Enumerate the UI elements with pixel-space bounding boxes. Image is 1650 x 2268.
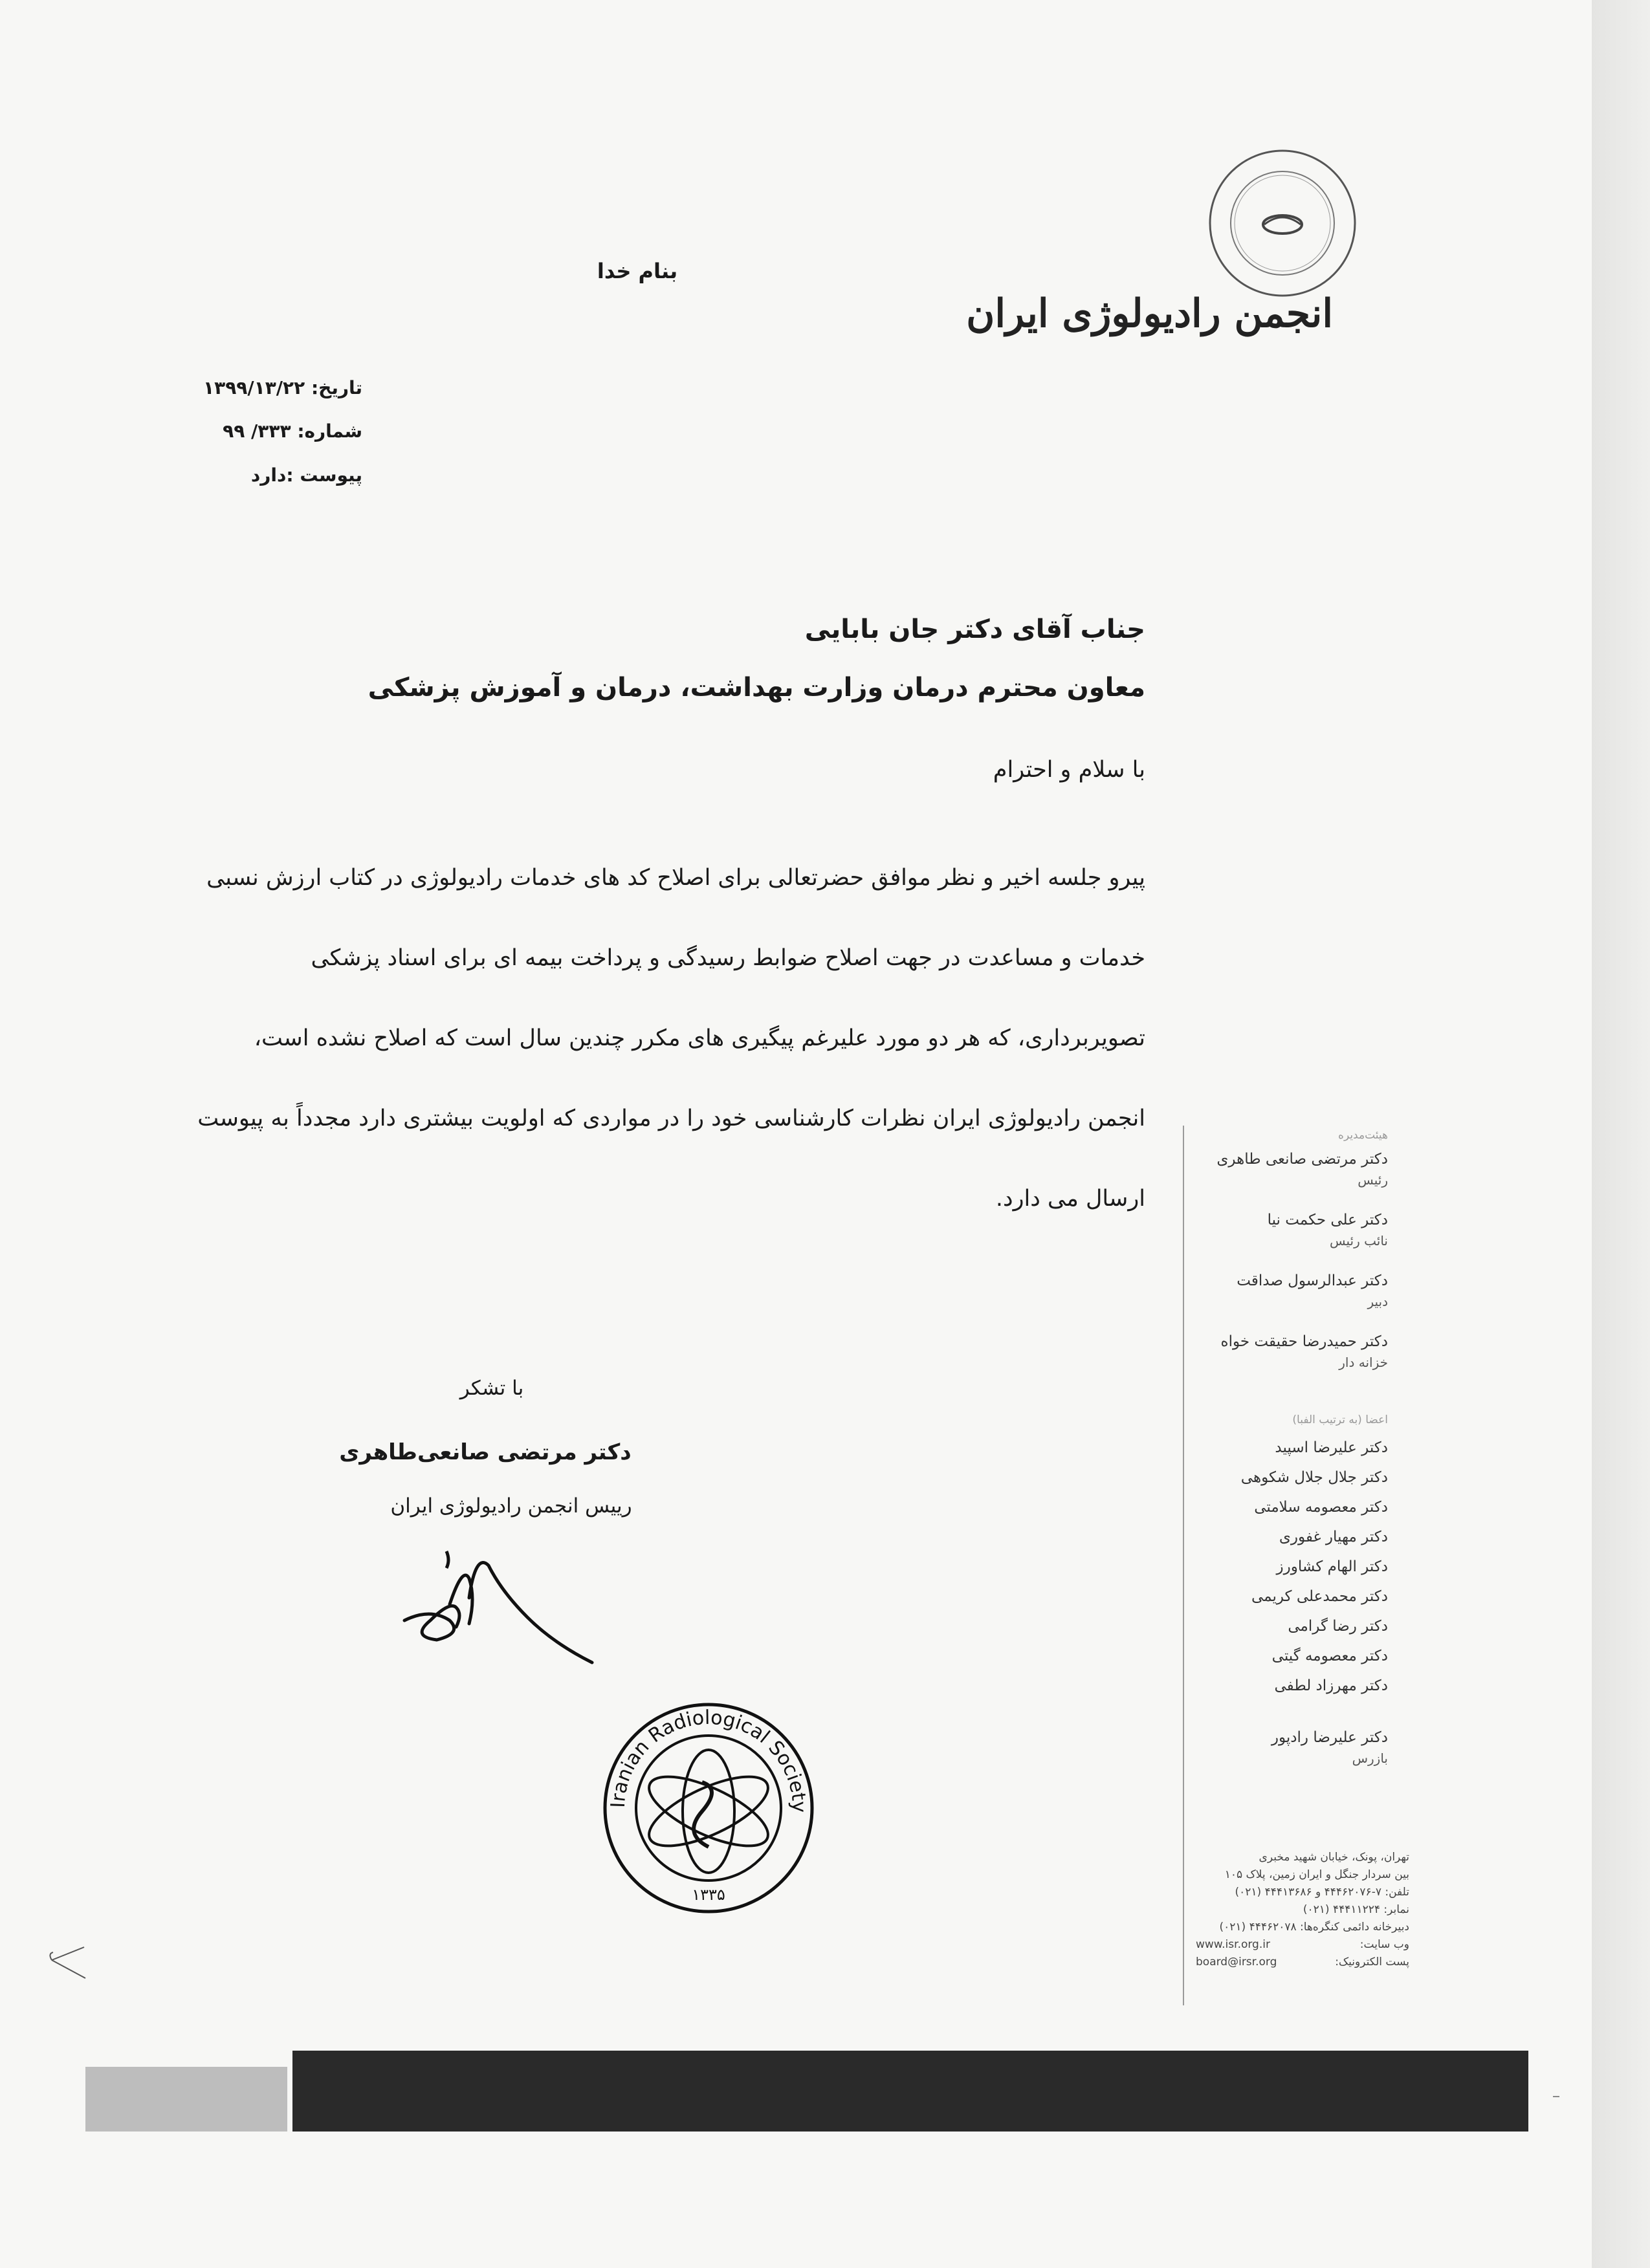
board-member-role: دبیر [1367, 1294, 1388, 1309]
website-label: وب سایت: [1359, 1938, 1409, 1951]
email-label: پست الکترونیک: [1335, 1956, 1409, 1968]
address-line: بین سردار جنگل و ایران زمین، پلاک ۱۰۵ [1224, 1868, 1409, 1881]
scan-edge [1592, 0, 1650, 2268]
member-name: دکتر الهام کشاورز [1276, 1558, 1388, 1575]
contact-info [1196, 1849, 1409, 1971]
board-of-directors [1116, 1129, 1388, 1391]
board-member-name: دکتر علی حکمت نیا [1267, 1212, 1388, 1228]
inspector-name: دکتر علیرضا رادپور [1271, 1729, 1388, 1746]
members-heading: اعضا (به ترتیب الفبا) [1292, 1413, 1388, 1426]
board-member-name: دکتر حمیدرضا حقیقت خواه [1220, 1333, 1388, 1350]
recipient-title: معاون محترم درمان وزارت بهداشت، درمان و آموزش پزشکی [368, 673, 1145, 703]
official-stamp [599, 1698, 819, 1918]
board-member-role: رئیس [1358, 1172, 1388, 1188]
fold-mark [45, 1941, 97, 1986]
footer-bar-dark [292, 2051, 1528, 2132]
phone: تلفن: ۷-۴۴۴۶۲۰۷۶ و ۴۴۴۱۳۶۸۶ (۰۲۱) [1235, 1886, 1409, 1899]
member-name: دکتر علیرضا اسپید [1275, 1439, 1388, 1456]
member-name: دکتر مهیار غفوری [1279, 1529, 1388, 1545]
congress-secretariat: دبیرخانه دائمی کنگره‌ها: ۴۴۴۶۲۰۷۸ (۰۲۱) [1219, 1921, 1409, 1934]
closing-thanks: با تشکر [459, 1377, 524, 1400]
signer-name: دکتر مرتضی صانعی‌طاهری [339, 1439, 632, 1465]
body-line: پیرو جلسه اخیر و نظر موافق حضرتعالی برای اصلاح کد های خدمات رادیولوژی در کتاب ارزش نسبی [206, 865, 1145, 891]
email-link[interactable]: board@irsr.org [1196, 1956, 1277, 1968]
fax: نمابر: ۴۴۴۱۱۲۲۴ (۰۲۱) [1303, 1903, 1409, 1916]
greeting: با سلام و احترام [993, 757, 1145, 783]
member-name: دکتر جلال جلال شکوهی [1240, 1469, 1388, 1486]
board-member-role: خزانه دار [1339, 1355, 1388, 1370]
basmala: بنام خدا [597, 259, 678, 283]
recipient-name: جناب آقای دکتر جان بابایی [804, 615, 1145, 644]
board-member-role: نائب رئیس [1330, 1233, 1388, 1248]
website-link[interactable]: www.isr.org.ir [1196, 1938, 1270, 1951]
letter-body [136, 838, 1145, 1239]
svg-text:۱۳۳۵: ۱۳۳۵ [692, 1886, 725, 1904]
member-name: دکتر مهرزاد لطفی [1274, 1677, 1388, 1694]
member-name: دکتر محمدعلی کریمی [1251, 1588, 1388, 1605]
member-name: دکتر معصومه سلامتی [1254, 1499, 1388, 1516]
organization-logo-text: انجمن رادیولوژی ایران [966, 291, 1333, 336]
address-line: تهران، پونک، خیابان شهید مخبری [1259, 1851, 1409, 1864]
society-seal-logo [1205, 146, 1360, 301]
footer-bar-gray [85, 2067, 287, 2132]
body-line: خدمات و مساعدت در جهت اصلاح ضوابط رسیدگی و پرداخت بیمه ای برای اسناد پزشکی [311, 945, 1145, 971]
handwritten-signature [395, 1540, 608, 1682]
svg-text:Iranian Radiological Society: Iranian Radiological Society [606, 1706, 811, 1813]
letter-date: تاریخ: ۱۳۹۹/۱۳/۲۲ [203, 377, 362, 398]
board-member-name: دکتر مرتضی صانعی طاهری [1216, 1151, 1388, 1168]
members-list [1116, 1413, 1388, 1787]
board-heading: هیئت‌مدیره [1338, 1129, 1388, 1142]
letter-attachment: پیوست :دارد [250, 464, 362, 486]
body-line: تصویربرداری، که هر دو مورد علیرغم پیگیری های مکرر چندین سال است که اصلاح نشده است، [254, 1025, 1145, 1051]
member-name: دکتر معصومه گیتی [1271, 1648, 1388, 1664]
body-line: ارسال می دارد. [995, 1186, 1145, 1212]
member-name: دکتر رضا گرامی [1288, 1618, 1388, 1635]
scan-speck [1553, 2096, 1559, 2097]
letter-number: شماره: ۳۳۳/ ۹۹ [223, 420, 362, 442]
body-line: انجمن رادیولوژی ایران نظرات کارشناسی خود را در مواردی که اولویت بیشتری دارد مجدداً به پیوست [197, 1106, 1145, 1131]
inspector-role: بازرس [1352, 1750, 1388, 1766]
board-member-name: دکتر عبدالرسول صداقت [1237, 1272, 1388, 1289]
signer-title: رییس انجمن رادیولوژی ایران [390, 1494, 632, 1518]
